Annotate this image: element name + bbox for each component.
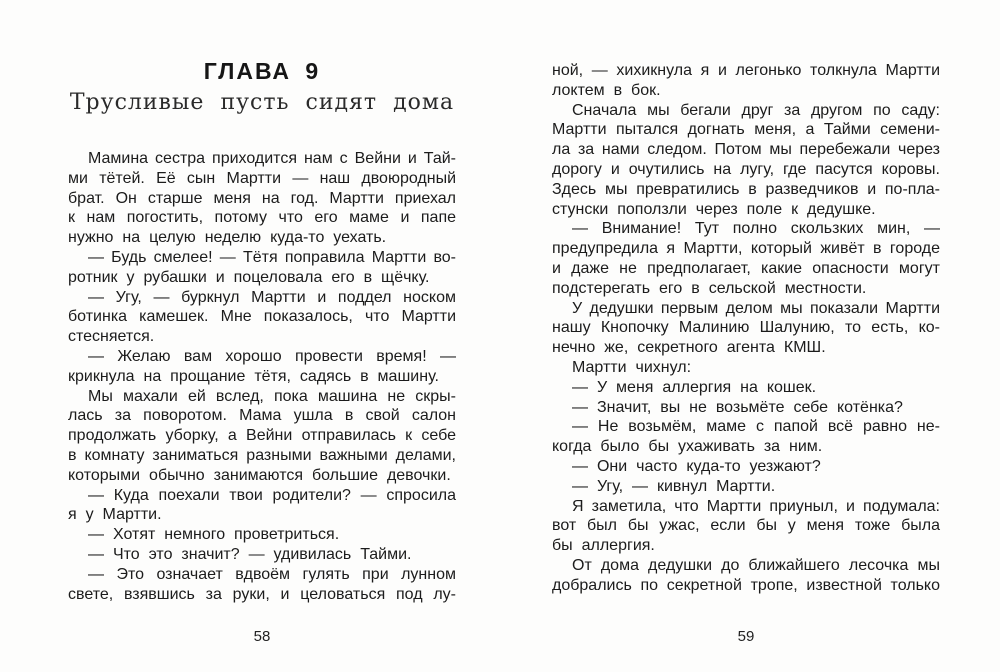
text-line: Мамина сестра приходится нам с Вейни и Тай- [88, 150, 456, 167]
text-line: нечно же, секретного агента КМШ. [552, 339, 826, 357]
left-page [68, 0, 456, 672]
text-line: которыми обычно занимаются большие девочки. [68, 466, 451, 484]
text-line: лась за поворотом. Мама ушла в свой салон [68, 407, 456, 425]
text-line: нужно на целую неделю куда-то уехать. [68, 229, 387, 247]
text-line: — Куда поехали твои родители? — спросила [88, 486, 456, 504]
text-line: свете, взявшись за руки, и целоваться под лу- [68, 585, 456, 603]
text-line: Мы махали ей вслед, пока машина не скры- [88, 387, 456, 405]
text-line: Мартти чихнул: [572, 358, 692, 376]
text-line: стунски поползли через поле к дедушке. [552, 200, 876, 218]
text-line: стесняется. [68, 328, 155, 346]
text-line: добрались по секретной тропе, известной только [552, 576, 940, 594]
text-line: я у Мартти. [68, 506, 162, 524]
text-line: От дома дедушки до ближайшего лесочка мы [572, 556, 940, 574]
chapter-title: ГЛАВА 9 [203, 58, 321, 84]
text-line: дорогу и очутились на лугу, где пасутся коровы. [552, 160, 940, 178]
text-line: — Значит, вы не возьмёте себе котёнка? [572, 398, 903, 416]
text-line: Здесь мы превратились в разведчиков и по-пла- [552, 180, 940, 198]
text-line: ротник у рубашки и поцеловала его в щёчку. [68, 268, 430, 286]
text-line: нашу Кнопочку Малинию Шалунию, то есть, ко- [552, 319, 940, 337]
text-line: — Хотят немного проветриться. [88, 526, 340, 544]
text-line: ной, — хихикнула я и легонько толкнула Мартти [552, 62, 940, 79]
text-line: ми тётей. Её сын Мартти — наш двоюродный [68, 169, 456, 187]
text-line: — Угу, — кивнул Мартти. [572, 477, 776, 495]
chapter-subtitle: Трусливые пусть сидят дома [69, 90, 455, 115]
text-line: — Желаю вам хорошо провести время! — [88, 347, 456, 365]
text-line: — Внимание! Тут полно скользких мин, — [572, 220, 940, 238]
text-line: Сначала мы бегали друг за другом по саду: [572, 101, 940, 119]
text-line: ла за нами следом. Потом мы перебежали через [552, 141, 940, 159]
text-line: — Угу, — буркнул Мартти и поддел носком [88, 288, 456, 306]
text-line: вот был бы ужас, если бы у меня тоже была [552, 517, 940, 535]
text-line: Я заметила, что Мартти приуныл, и подумала: [572, 497, 940, 515]
left-page-number: 58 [253, 628, 271, 645]
text-line: Мартти пытался догнать меня, а Тайми семени- [552, 121, 940, 139]
text-line: брат. Он старше меня на год. Мартти приехал [68, 189, 456, 207]
text-line: — Будь смелее! — Тётя поправила Мартти во- [88, 248, 456, 266]
text-line: — У меня аллергия на кошек. [572, 378, 817, 396]
right-page-text [552, 61, 940, 596]
right-page [552, 0, 940, 672]
text-line: крикнула на прощание тётя, садясь в машину. [68, 367, 439, 385]
text-line: локтем в бок. [552, 81, 661, 99]
text-line: подстерегать его в сельской местности. [552, 279, 867, 297]
text-line: когда было бы ухаживать за ним. [552, 438, 823, 456]
text-line: в комнату заниматься разными важными делами, [68, 446, 456, 464]
text-line: У дедушки первым делом мы показали Мартти [572, 299, 940, 317]
right-page-number: 59 [737, 628, 755, 645]
text-line: — Это означает вдвоём гулять при лунном [88, 565, 456, 583]
text-line: и даже не предполагает, какие опасности могут [552, 259, 940, 277]
text-line: продолжать уборку, а Вейни отправилась к себе [68, 427, 456, 445]
text-line: к нам погостить, потому что его маме и папе [68, 209, 456, 227]
text-line: — Не возьмём, маме с папой всё равно не- [572, 418, 940, 436]
text-line: — Что это значит? — удивилась Тайми. [88, 545, 412, 563]
text-line: ботинка камешек. Мне показалось, что Мартти [68, 308, 456, 326]
text-line: бы аллергия. [552, 537, 655, 555]
text-line: — Они часто куда-то уезжают? [572, 457, 821, 475]
left-page-text [68, 149, 456, 604]
text-line: предупредила я Мартти, который живёт в городе [552, 240, 940, 258]
